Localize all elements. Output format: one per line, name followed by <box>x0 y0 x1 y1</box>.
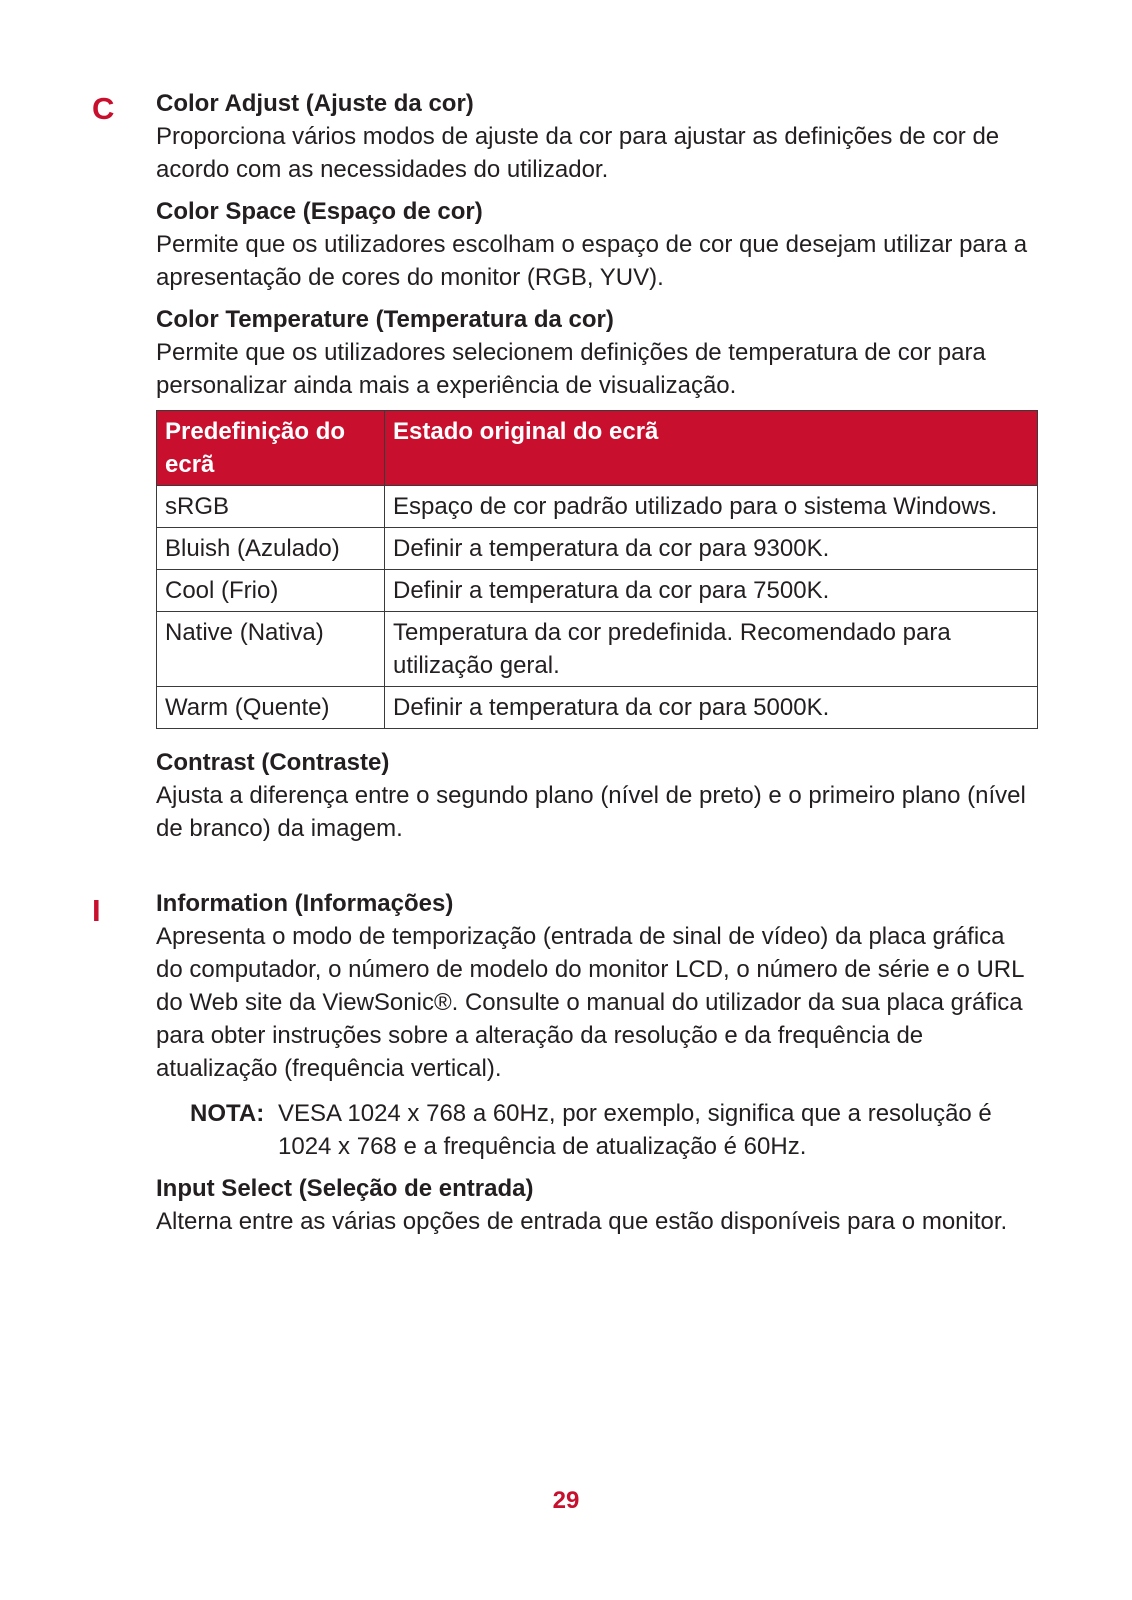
table-header-state: Estado original do ecrã <box>385 411 1038 486</box>
table-cell-description: Definir a temperatura da cor para 5000K. <box>385 687 1038 729</box>
table-cell-description: Definir a temperatura da cor para 9300K. <box>385 528 1038 570</box>
page-number: 29 <box>552 1487 580 1514</box>
table-header-preset: Predefinição do ecrã <box>157 411 385 486</box>
table-row <box>157 570 1038 612</box>
note-text: VESA 1024 x 768 a 60Hz, por exemplo, significa que a resolução é 1024 x 768 e a frequência de atualização é 60Hz. <box>278 1100 992 1160</box>
color-temperature-body: Permite que os utilizadores selecionem definições de temperatura de cor para personalizar ainda mais a experiência de visualização. <box>156 339 986 399</box>
table-cell-preset: sRGB <box>157 486 385 528</box>
section-letter-i: I <box>92 893 101 928</box>
information-body: Apresenta o modo de temporização (entrada de sinal de vídeo) da placa gráfica do computador, o número de modelo do monitor LCD, o número de série e o URL do Web site da ViewSonic®. Consulte o manual do utilizador da sua placa gráfica para obter instruções sobre a alteração da resolução e da frequência de atualização (frequência vertical). <box>156 923 1024 1082</box>
table-row <box>157 612 1038 687</box>
table-cell-preset: Cool (Frio) <box>157 570 385 612</box>
table-cell-preset: Warm (Quente) <box>157 687 385 729</box>
color-temperature-title: Color Temperature (Temperatura da cor) <box>156 306 614 333</box>
table-row <box>157 486 1038 528</box>
section-letter-c: C <box>92 91 115 126</box>
input-select-body: Alterna entre as várias opções de entrada que estão disponíveis para o monitor. <box>156 1208 1008 1235</box>
color-space-title: Color Space (Espaço de cor) <box>156 198 483 225</box>
table-row <box>157 528 1038 570</box>
section-i <box>156 888 1036 1238</box>
table-row <box>157 687 1038 729</box>
color-adjust-title: Color Adjust (Ajuste da cor) <box>156 90 474 117</box>
information-note <box>190 1097 1036 1163</box>
information-title: Information (Informações) <box>156 890 454 917</box>
contrast-body: Ajusta a diferença entre o segundo plano (nível de preto) e o primeiro plano (nível de branco) da imagem. <box>156 782 1026 842</box>
table-cell-description: Espaço de cor padrão utilizado para o sistema Windows. <box>385 486 1038 528</box>
color-temperature-table <box>156 410 1038 729</box>
color-adjust-body: Proporciona vários modos de ajuste da cor para ajustar as definições de cor de acordo com as necessidades do utilizador. <box>156 123 1000 183</box>
input-select-title: Input Select (Seleção de entrada) <box>156 1175 534 1202</box>
section-c <box>156 88 1036 845</box>
table-header-row <box>157 411 1038 486</box>
table-cell-description: Temperatura da cor predefinida. Recomendado para utilização geral. <box>385 612 1038 687</box>
table-cell-description: Definir a temperatura da cor para 7500K. <box>385 570 1038 612</box>
color-space-body: Permite que os utilizadores escolham o espaço de cor que desejam utilizar para a apresentação de cores do monitor (RGB, YUV). <box>156 231 1028 291</box>
note-label: NOTA: <box>190 1100 265 1127</box>
table-cell-preset: Native (Nativa) <box>157 612 385 687</box>
contrast-title: Contrast (Contraste) <box>156 749 390 776</box>
table-cell-preset: Bluish (Azulado) <box>157 528 385 570</box>
